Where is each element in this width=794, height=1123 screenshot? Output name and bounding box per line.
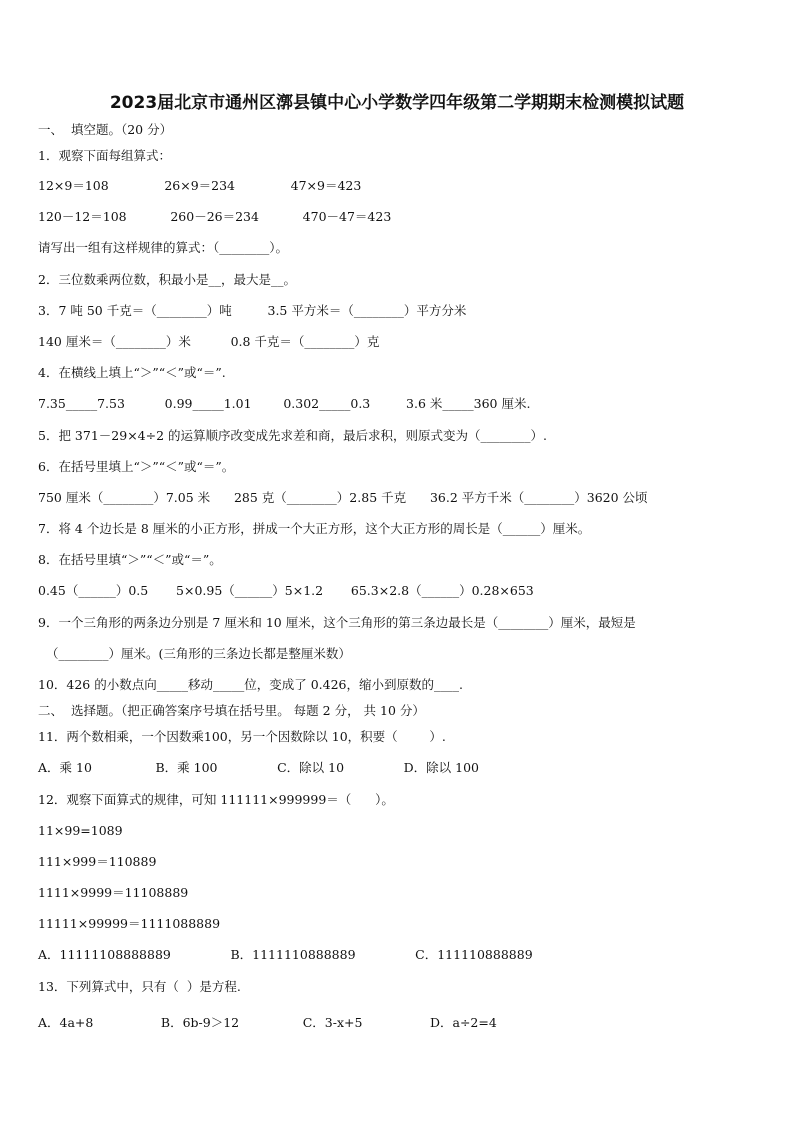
question-text: 2．三位数乘两位数，积最小是__，最大是__。 (38, 272, 296, 287)
question-text: 7．将 4 个边长是 8 厘米的小正方形，拼成一个大正方形，这个大正方形的周长是（______）厘米。 (38, 521, 591, 536)
question-text: 12×9＝108 26×9＝234 47×9＝423 (38, 178, 362, 193)
question-text: 1．观察下面每组算式： (38, 148, 171, 163)
choice-options: A．11111108888889 B．1111110888889 C．111110888889 (38, 947, 533, 962)
question-text: 5．把 371－29×4÷2 的运算顺序改变成先求差和商，最后求积，则原式变为（________）. (38, 428, 547, 443)
question-text: 120－12＝108 260－26＝234 470－47＝423 (38, 209, 392, 224)
page-title: 2023届北京市通州区漷县镇中心小学数学四年级第二学期期末检测模拟试题 (109, 93, 685, 113)
question-text: 请写出一组有这样规律的算式：（________）。 (38, 240, 289, 255)
question-text: 12．观察下面算式的规律，可知 111111×999999＝（ ）。 (38, 792, 394, 807)
question-text: 11×99=1089 (38, 823, 123, 838)
question-text: 1111×9999＝11108889 (38, 885, 189, 900)
question-text: 6．在括号里填上“＞”“＜”或“＝”。 (38, 459, 235, 474)
question-text: 10．426 的小数点向_____移动_____位，变成了 0.426，缩小到原数的____. (38, 677, 463, 692)
question-text: 750 厘米（________）7.05 米 285 克（________）2.85 千克 36.2 平方千米（________）3620 公顷 (38, 490, 648, 505)
question-text: 13．下列算式中，只有（ ）是方程. (38, 979, 241, 994)
question-text: 140 厘米＝（________）米 0.8 千克＝（________）克 (38, 334, 380, 349)
choice-options: A．4a+8 B．6b-9＞12 C．3-x+5 D．a÷2=4 (38, 1015, 497, 1030)
section-heading: 一、 填空题。（20 分） (38, 122, 173, 137)
choice-options: A．乘 10 B．乘 100 C．除以 10 D．除以 100 (38, 760, 479, 775)
question-text: 0.45（______）0.5 5×0.95（______）5×1.2 65.3×2.8（______）0.28×653 (38, 583, 534, 598)
section-heading: 二、 选择题。（把正确答案序号填在括号里。 每题 2 分， 共 10 分） (38, 703, 425, 718)
question-text: 8．在括号里填“＞”“＜”或“＝”。 (38, 552, 222, 567)
question-text: （________）厘米。(三角形的三条边长都是整厘米数） (38, 646, 351, 661)
question-text: 111×999＝110889 (38, 854, 157, 869)
question-text: 9．一个三角形的两条边分别是 7 厘米和 10 厘米，这个三角形的第三条边最长是（________）厘米，最短是 (38, 615, 636, 630)
question-text: 11111×99999＝1111088889 (38, 916, 221, 931)
question-text: 7.35_____7.53 0.99_____1.01 0.302_____0.3 3.6 米_____360 厘米. (38, 396, 531, 411)
question-text: 11．两个数相乘，一个因数乘100，另一个因数除以 10，积要（ ）. (38, 729, 446, 744)
question-text: 4．在横线上填上“＞”“＜”或“＝”. (38, 365, 226, 380)
question-text: 3．7 吨 50 千克＝（________）吨 3.5 平方米＝（________）平方分米 (38, 303, 467, 318)
